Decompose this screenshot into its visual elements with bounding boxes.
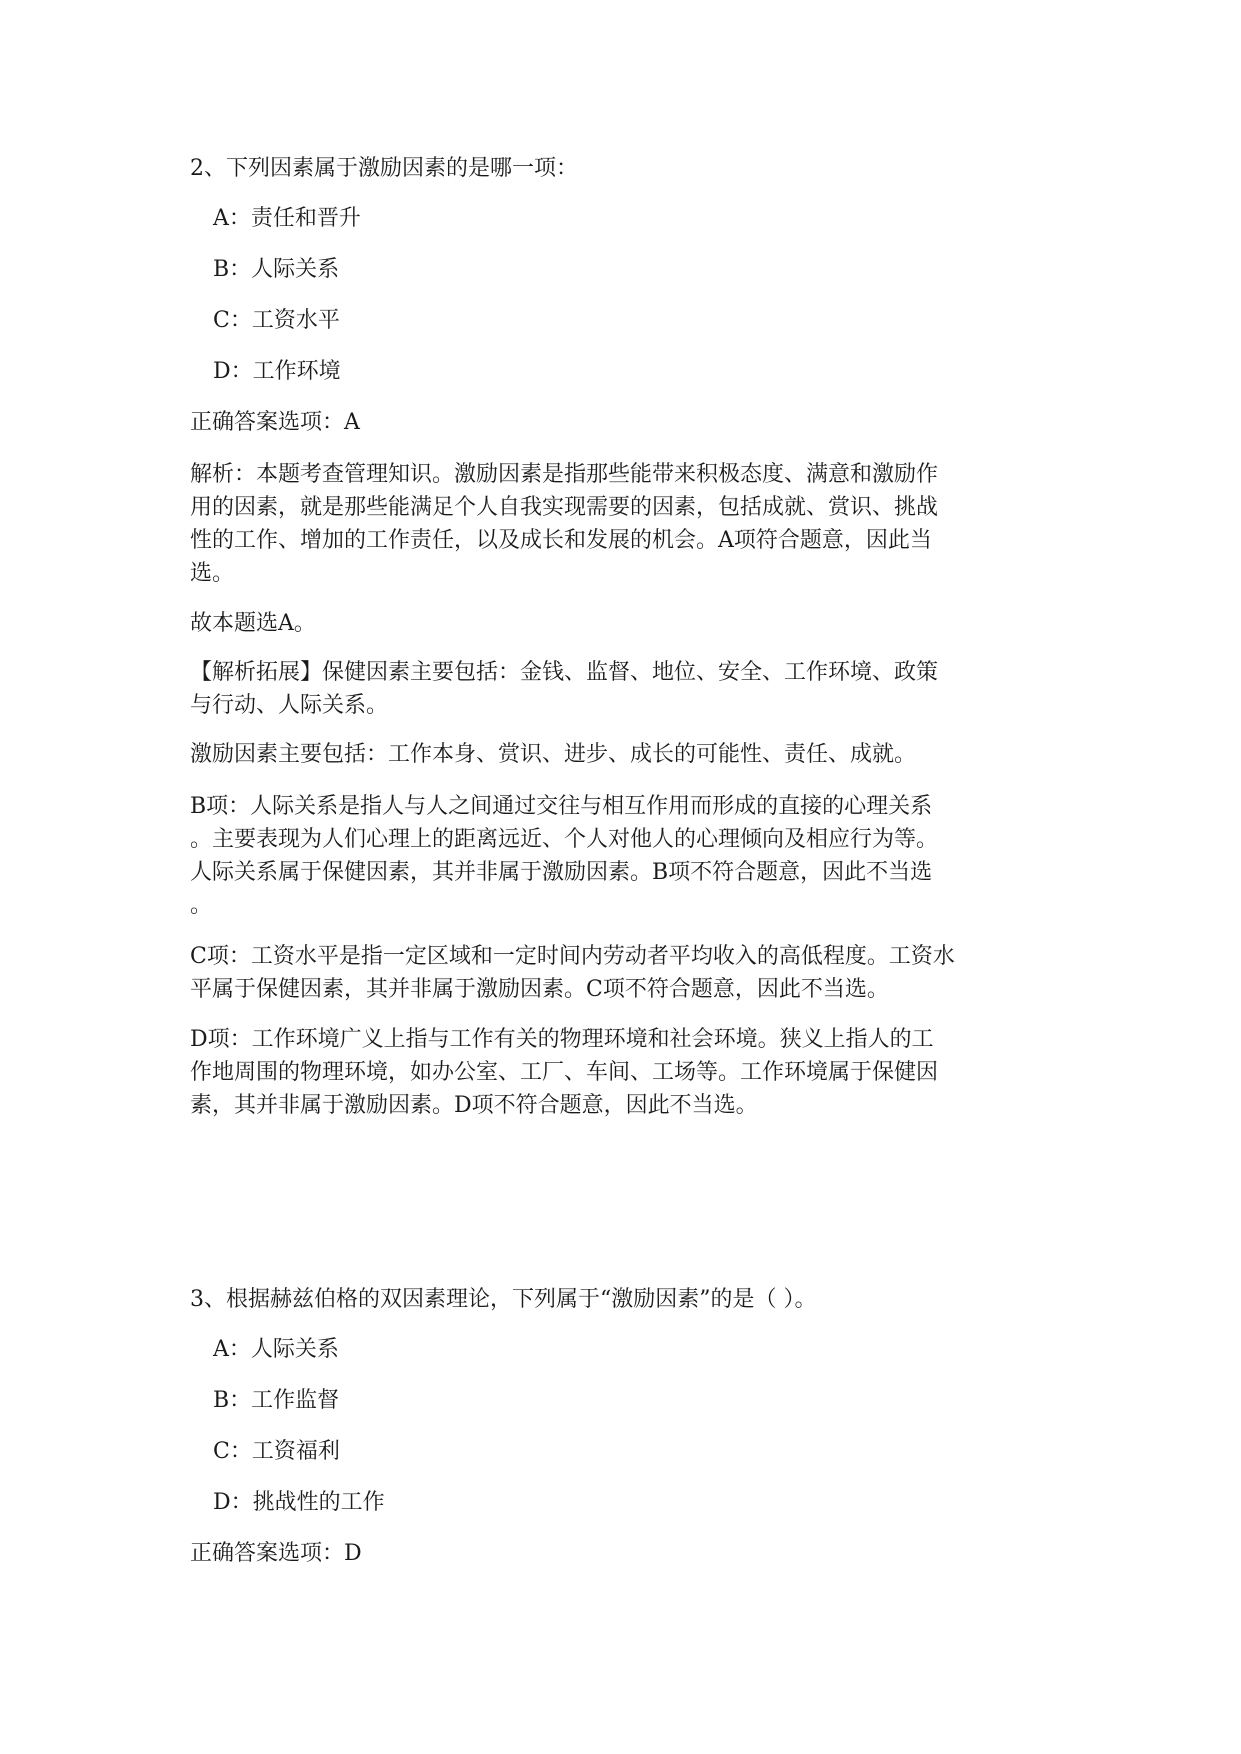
question-3-title: 3、根据赫兹伯格的双因素理论，下列属于“激励因素”的是（ ）。	[190, 1287, 817, 1312]
b-line: 。	[190, 893, 213, 918]
question-2-extension	[190, 656, 1070, 722]
question-2-answer: 正确答案选项：A	[190, 410, 360, 435]
analysis-line: 选。	[190, 561, 235, 586]
d-line: 作地周围的物理环境，如办公室、工厂、车间、工场等。工作环境属于保健因	[190, 1060, 939, 1085]
question-2-option-b-explanation	[190, 790, 1070, 922]
question-2-option-c: C：工资水平	[213, 308, 340, 333]
c-line: C项：工资水平是指一定区域和一定时间内劳动者平均收入的高低程度。工资水	[190, 944, 955, 969]
question-2-option-b: B：人际关系	[213, 257, 340, 282]
analysis-line: 用的因素，就是那些能满足个人自我实现需要的因素，包括成就、赏识、挑战	[190, 495, 939, 520]
question-2-option-d: D：工作环境	[213, 359, 341, 384]
d-line: D项：工作环境广义上指与工作有关的物理环境和社会环境。狭义上指人的工	[190, 1027, 934, 1052]
d-line: 素，其并非属于激励因素。D项不符合题意，因此不当选。	[190, 1093, 758, 1118]
extension-line: 【解析拓展】保健因素主要包括：金钱、监督、地位、安全、工作环境、政策	[190, 660, 939, 685]
question-2-motivators: 激励因素主要包括：工作本身、赏识、进步、成长的可能性、责任、成就。	[190, 742, 917, 767]
question-2-option-d-explanation	[190, 1023, 1070, 1122]
c-line: 平属于保健因素，其并非属于激励因素。C项不符合题意，因此不当选。	[190, 977, 889, 1002]
question-2-conclusion: 故本题选A。	[190, 611, 316, 636]
analysis-line: 性的工作、增加的工作责任，以及成长和发展的机会。A项符合题意，因此当	[190, 528, 932, 553]
question-3-option-d: D：挑战性的工作	[213, 1490, 385, 1515]
question-2-title: 2、下列因素属于激励因素的是哪一项：	[190, 156, 578, 181]
analysis-line: 解析：本题考查管理知识。激励因素是指那些能带来积极态度、满意和激励作	[190, 462, 939, 487]
question-2-option-c-explanation	[190, 940, 1070, 1006]
question-2-analysis	[190, 458, 1070, 590]
question-3-option-c: C：工资福利	[213, 1439, 340, 1464]
b-line: B项：人际关系是指人与人之间通过交往与相互作用而形成的直接的心理关系	[190, 794, 933, 819]
question-3-option-a: A：人际关系	[213, 1337, 339, 1362]
question-3-option-b: B：工作监督	[213, 1388, 340, 1413]
question-3-answer: 正确答案选项：D	[190, 1541, 362, 1566]
question-2-option-a: A：责任和晋升	[213, 206, 361, 231]
b-line: 人际关系属于保健因素，其并非属于激励因素。B项不符合题意，因此不当选	[190, 860, 933, 885]
extension-line: 与行动、人际关系。	[190, 693, 389, 718]
b-line: 。主要表现为人们心理上的距离远近、个人对他人的心理倾向及相应行为等。	[190, 827, 939, 852]
